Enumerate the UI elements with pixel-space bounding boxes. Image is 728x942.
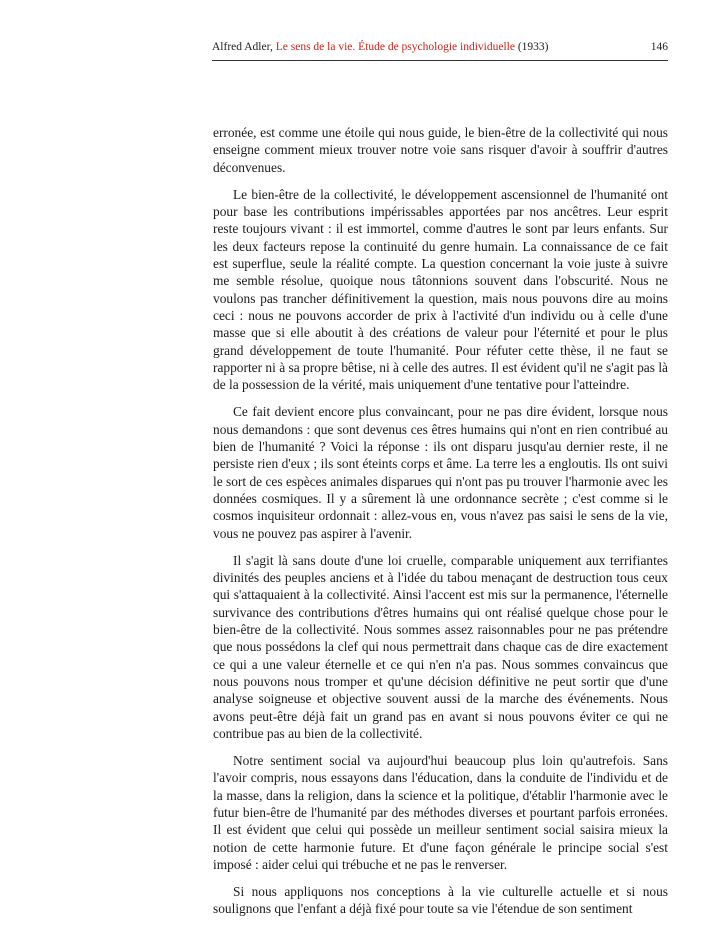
body-text bbox=[213, 124, 668, 928]
paragraph: Notre sentiment social va aujourd'hui beaucoup plus loin qu'autrefois. Sans l'avoir compris, nous essayons dans l'éducation, dans la conduite de l'individu et de la masse, dans la religion, dans la science et la politique, d'établir l'harmonie avec le futur bien-être de l'humanité par des méthodes diverses et pourtant parfois erronées. Il est évident que celui qui possède un meilleur sentiment social saisira mieux la notion de cette harmonie future. Et d'une façon générale le principe social s'est imposé : aider celui qui trébuche et ne pas le renverser. bbox=[213, 753, 668, 872]
paragraph: Il s'agit là sans doute d'une loi cruelle, comparable uniquement aux terrifiantes divinités des peuples anciens et à l'idée du tabou menaçant de destruction tous ceux qui s'attaquaient à la collectivité. Ainsi l'accent est mis sur la permanence, l'éternelle survivance des contributions d'êtres humains qui ont réalisé quelque chose pour le bien-être de la collectivité. Nous sommes assez raisonnables pour ne pas prétendre que nous possédons la clef qui nous permettrait dans chaque cas de dire exactement ce qui a une valeur éternelle et ce qui n'en n'a pas. Nous sommes convaincus que nous pouvons nous tromper et qu'une décision définitive ne peut sortir que d'une analyse soigneuse et objective souvent aussi de la marche des événements. Nous avons peut-être déjà fait un grand pas en avant si nous pouvons éviter ce qui ne contribue pas au bien de la collectivité. bbox=[213, 552, 668, 741]
header-book-title[interactable]: Le sens de la vie. Étude de psychologie individuelle bbox=[275, 41, 515, 53]
paragraph: Ce fait devient encore plus convaincant, pour ne pas dire évident, lorsque nous nous demandons : que sont devenus ces êtres humains qui n'ont en rien contribué au bien de l'humanité ? Voici la réponse : ils ont disparu jusqu'au dernier reste, il ne persiste rien d'eux ; ils sont éteints corps et âme. La terre les a engloutis. Ils ont suivi le sort de ces espèces animales disparues qui n'ont pas pu trouver l'harmonie avec les données cosmiques. Il y a sûrement là une ordonnance secrète ; c'est comme si le cosmos inquisiteur ordonnait : allez-vous en, vous n'avez pas saisi le sens de la vie, vous ne pouvez pas aspirer à l'avenir. bbox=[213, 404, 668, 541]
paragraph: Le bien-être de la collectivité, le développement ascensionnel de l'humanité ont pour base les contributions impérissables apportées par nos ancêtres. Leur esprit reste toujours vivant : il est immortel, comme d'autres le sont par leurs enfants. Sur les deux facteurs repose la continuité du genre humain. La connaissance de ce fait est superflue, seule la réalité compte. La question concernant la voie juste à suivre me semble résolue, quoique nous tâtonnions souvent dans l'obscurité. Nous ne voulons pas trancher définitivement la question, mais nous pouvons dire au moins ceci : nous ne pouvons accorder de prix à l'activité d'un individu ou à celle d'une masse que si elle aboutit à des créations de valeur pour l'éternité et pour le plus grand développement de toute l'humanité. Pour réfuter cette thèse, il ne faut se rapporter ni à sa propre bêtise, ni à celle des autres. Il est évident qu'il ne s'agit pas là de la possession de la vérité, mais uniquement d'une tentative pour l'atteindre. bbox=[213, 186, 668, 393]
header-author: Alfred Adler, bbox=[212, 41, 273, 53]
page-header bbox=[212, 40, 668, 54]
paragraph: Si nous appliquons nos conceptions à la vie culturelle actuelle et si nous soulignons que l'enfant a déjà fixé pour toute sa vie l'étendue de son sentiment bbox=[213, 884, 668, 917]
paragraph: erronée, est comme une étoile qui nous guide, le bien-être de la collectivité qui nous enseigne comment mieux trouver notre voie sans risquer d'avoir à souffrir d'autres déconvenues. bbox=[213, 125, 668, 175]
header-rule bbox=[212, 60, 668, 61]
page-number: 146 bbox=[650, 41, 668, 53]
header-year: (1933) bbox=[517, 41, 549, 53]
